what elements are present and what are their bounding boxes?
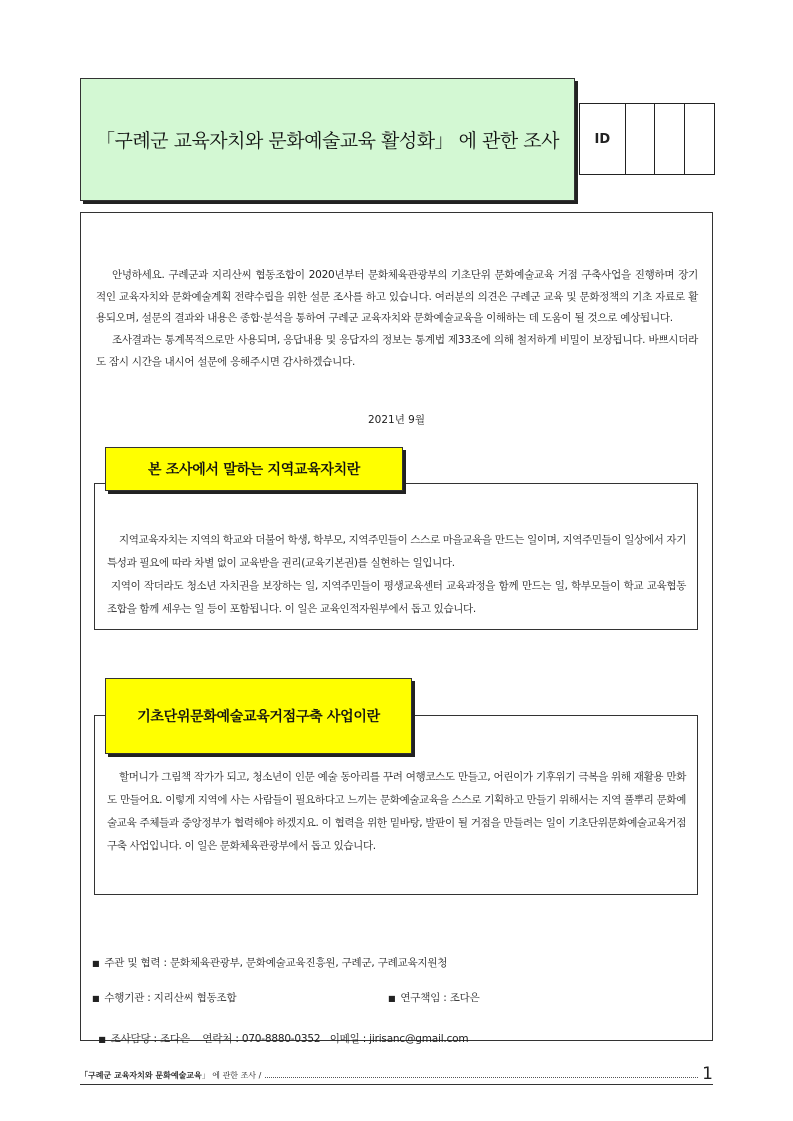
page-number: 1 bbox=[702, 1064, 713, 1084]
organizers-text: 주관 및 협력 : 문화체육관광부, 문화예술교육진흥원, 구례군, 구례교육지원청 bbox=[104, 957, 448, 969]
intro-paragraph: 조사결과는 통계목적으로만 사용되며, 응답내용 및 응답자의 정보는 통계법 제33조에 의해 철저하게 비밀이 보장됩니다. 바쁘시더라도 잠시 시간을 내시어 설문에 응해주시면 감사하겠습니다. bbox=[96, 334, 698, 368]
id-label: ID bbox=[594, 131, 611, 147]
info-researcher bbox=[388, 990, 480, 1005]
section-text-local-education-autonomy bbox=[107, 529, 686, 621]
bullet-icon: ■ bbox=[98, 1035, 106, 1044]
section-paragraph: 지역교육자치는 지역의 학교와 더불어 학생, 학부모, 지역주민들이 스스로 마을교육을 만드는 일이며, 지역주민들이 일상에서 자기 특성과 필요에 따라 차별 없이 교육받을 권리(교육기본권)를 실현하는 일입니다. bbox=[107, 534, 686, 569]
info-contact bbox=[92, 1019, 468, 1046]
id-digit-cell bbox=[625, 104, 655, 174]
section-label-arts-education-hub: 기초단위문화예술교육거점구축 사업이란 bbox=[105, 678, 412, 754]
info-executor bbox=[92, 990, 236, 1005]
contact-text: 조사담당 : 조다은 연락처 : 070-8880-0352 이메일 : jirisanc@gmail.com bbox=[110, 1033, 469, 1045]
bullet-icon: ■ bbox=[92, 959, 100, 968]
researcher-text: 연구책임 : 조다은 bbox=[400, 992, 480, 1004]
page-footer bbox=[80, 1066, 713, 1085]
id-digit-cell bbox=[654, 104, 684, 174]
intro-text bbox=[96, 265, 698, 374]
section-paragraph: 지역이 작더라도 청소년 자치권을 보장하는 일, 지역주민들이 평생교육센터 교육과정을 함께 만드는 일, 학부모들이 학교 교육협동조합을 함께 세우는 일 등이 포함됩니다. 이 일은 교육인적자원부에서 돕고 있습니다. bbox=[107, 580, 686, 615]
section-paragraph: 할머니가 그림책 작가가 되고, 청소년이 인문 예술 동아리를 꾸려 여행코스도 만들고, 어린이가 기후위기 극복을 위해 재활용 만화도 만들어요. 이렇게 지역에 사는 사람들이 필요하다고 느끼는 문화예술교육을 스스로 기획하고 만들기 위해서는 지역 풀뿌리 문화예술교육 주체들과 중앙정부가 협력해야 하겠지요. 이 협력을 위한 밑바탕, 발판이 될 거점을 만들려는 일이 기초단위문화예술교육거점구축 사업입니다. 이 일은 문화체육관광부에서 돕고 있습니다. bbox=[107, 771, 686, 852]
info-organizers bbox=[92, 955, 447, 970]
survey-title: 「구례군 교육자치와 문화예술교육 활성화」 에 관한 조사 bbox=[95, 130, 560, 152]
footer-title-rest: 」 에 관한 조사 / bbox=[201, 1071, 262, 1080]
bullet-icon: ■ bbox=[92, 994, 100, 1003]
section-text-arts-education-hub bbox=[107, 766, 686, 858]
survey-title-box bbox=[80, 78, 575, 201]
footer-title-bold: 「구례군 교육자치와 문화예술교육 bbox=[80, 1071, 202, 1080]
id-digit-cell bbox=[684, 104, 714, 174]
executor-text: 수행기관 : 지리산씨 협동조합 bbox=[104, 992, 237, 1004]
footer-leader-dots bbox=[265, 1077, 698, 1078]
intro-paragraph: 안녕하세요. 구례군과 지리산씨 협동조합이 2020년부터 문화체육관광부의 기초단위 문화예술교육 거점 구축사업을 진행하며 장기적인 교육자치와 문화예술계획 전략수립을 위한 설문 조사를 하고 있습니다. 여러분의 의견은 구례군 교육 및 문화정책의 기초 자료로 활용되오며, 설문의 결과와 내용은 종합·분석을 통하여 구례군 교육자치와 문화예술교육을 이해하는 데 도움이 될 것으로 예상됩니다. bbox=[96, 269, 698, 325]
section-label-local-education-autonomy: 본 조사에서 말하는 지역교육자치란 bbox=[105, 447, 403, 491]
id-table bbox=[579, 103, 715, 175]
bullet-icon: ■ bbox=[388, 994, 396, 1003]
survey-date: 2021년 9월 bbox=[367, 414, 426, 426]
footer-title bbox=[80, 1070, 261, 1084]
